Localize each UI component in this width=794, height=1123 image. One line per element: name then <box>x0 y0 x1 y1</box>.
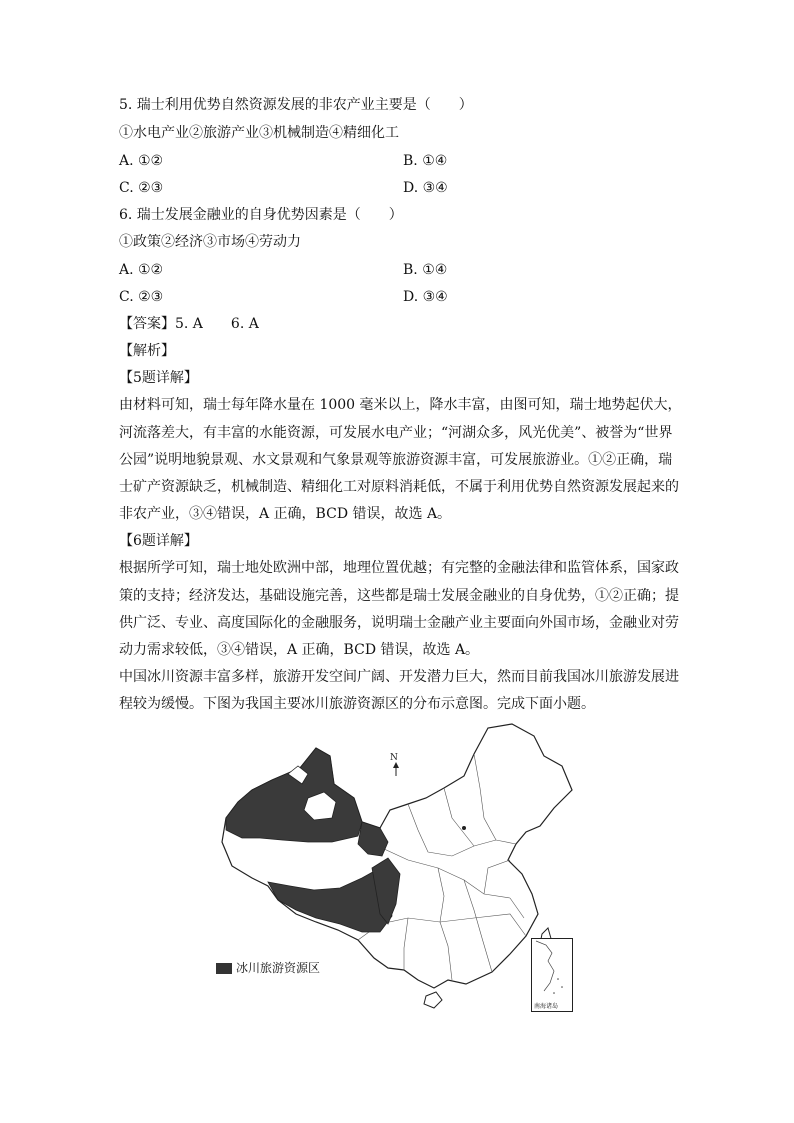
q6-detail-line: 动力需求较低，③④错误，A 正确，BCD 错误，故选 A。 <box>119 642 480 658</box>
intro-line: 程较为缓慢。下图为我国主要冰川旅游资源区的分布示意图。完成下面小题。 <box>119 696 595 712</box>
q5-detail-heading: 【5题详解】 <box>119 370 198 386</box>
legend-swatch <box>216 963 232 974</box>
analysis-heading: 【解析】 <box>119 343 175 359</box>
q5-detail-line: 河流落差大，有丰富的水能资源，可发展水电产业；“河湖众多，风光优美”、被誉为“世界 <box>119 425 673 441</box>
north-arrow-icon <box>393 762 399 776</box>
q6-option-d: D. ③④ <box>403 289 448 305</box>
south-china-sea-inset <box>531 938 573 1012</box>
q5-detail-line: 非农产业，③④错误，A 正确，BCD 错误，故选 A。 <box>119 506 452 522</box>
q5-stem: 5. 瑞士利用优势自然资源发展的非农产业主要是（ ） <box>119 97 473 113</box>
legend-label: 冰川旅游资源区 <box>236 961 321 975</box>
inset-map <box>532 939 572 1001</box>
q5-items: ①水电产业②旅游产业③机械制造④精细化工 <box>119 125 399 141</box>
inset-label: 南海诸岛 <box>534 1003 559 1010</box>
q6-option-c: C. ②③ <box>119 289 164 305</box>
q6-option-a: A. ①② <box>119 262 164 278</box>
capital-marker <box>462 826 466 830</box>
q5-option-d: D. ③④ <box>403 180 448 196</box>
q6-detail-line: 策的支持；经济发达，基础设施完善，这些都是瑞士发展金融业的自身优势，①②正确；提 <box>119 588 679 604</box>
china-outline <box>222 724 572 988</box>
q5-detail-line: 公园”说明地貌景观、水文景观和气象景观等旅游资源丰富，可发展旅游业。①②正确，瑞 <box>119 452 673 468</box>
q6-detail-line: 供广泛、专业、高度国际化的金融服务，说明瑞士金融产业主要面向外国市场，金融业对劳 <box>119 615 679 631</box>
glacier-region-xinjiang <box>226 748 362 842</box>
q6-items: ①政策②经济③市场④劳动力 <box>119 234 301 250</box>
q6-detail-heading: 【6题详解】 <box>119 533 198 549</box>
answer-line: 【答案】5. A 6. A <box>119 316 259 332</box>
q5-detail-line: 士矿产资源缺乏，机械制造、精细化工对原料消耗低，不属于利用优势自然资源发展起来的 <box>119 479 679 495</box>
q5-option-b: B. ①④ <box>403 153 448 169</box>
q6-option-b: B. ①④ <box>403 262 448 278</box>
q6-stem: 6. 瑞士发展金融业的自身优势因素是（ ） <box>119 207 403 223</box>
q5-option-a: A. ①② <box>119 153 164 169</box>
intro-line: 中国冰川资源丰富多样，旅游开发空间广阔、开发潜力巨大，然而目前我国冰川旅游发展进 <box>119 669 679 685</box>
q6-detail-line: 根据所学可知，瑞士地处欧洲中部，地理位置优越；有完整的金融法律和监管体系，国家政 <box>119 560 679 576</box>
hainan-island <box>424 992 442 1008</box>
q5-option-c: C. ②③ <box>119 180 164 196</box>
q5-detail-line: 由材料可知，瑞士每年降水量在 1000 毫米以上，降水丰富，由图可知，瑞士地势起伏大， <box>119 397 682 413</box>
north-label: N <box>390 753 398 763</box>
